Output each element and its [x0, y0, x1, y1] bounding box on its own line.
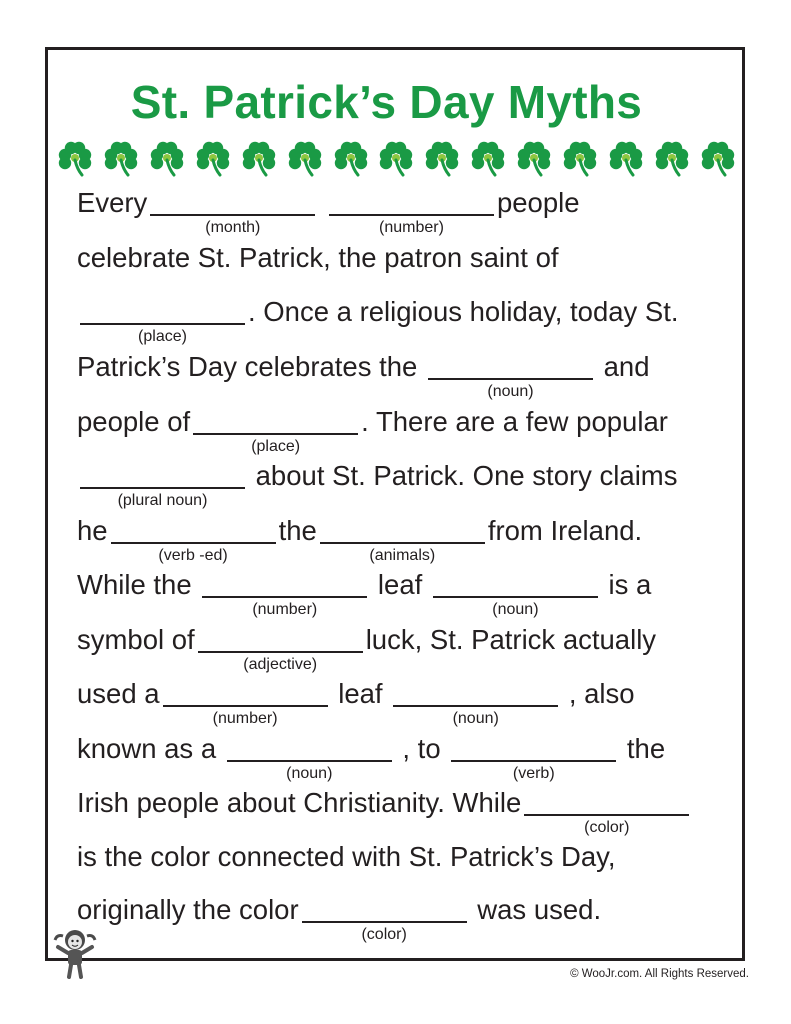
story-line	[77, 568, 651, 623]
blank-hint-label: (color)	[584, 819, 630, 836]
blank-hint-label: (animals)	[369, 547, 436, 564]
shamrock-icon	[239, 138, 279, 178]
shamrock-icon	[376, 138, 416, 178]
fill-in-blank[interactable]	[302, 893, 467, 943]
blank-hint-label: (number)	[378, 219, 444, 236]
story-text-segment: Every	[77, 187, 148, 218]
story-text-segment: luck, St. Patrick actually	[365, 624, 657, 655]
fill-in-blank[interactable]	[163, 677, 328, 727]
story-line	[77, 623, 656, 678]
fill-in-blank[interactable]	[202, 568, 367, 618]
kid-mascot-icon	[49, 926, 101, 980]
story-text-segment: about St. Patrick. One story claims	[248, 460, 678, 491]
story-line	[77, 786, 692, 841]
shamrock-icon	[147, 138, 187, 178]
shamrock-icon	[193, 138, 233, 178]
story-text-segment: While the	[77, 569, 200, 600]
story-line	[77, 514, 642, 569]
story-line	[77, 295, 679, 350]
story-text-segment: is the color connected with St. Patrick’s Day,	[77, 841, 616, 872]
shamrock-border	[55, 136, 738, 180]
blank-hint-label: (noun)	[487, 383, 534, 400]
blank-hint-label: (verb)	[512, 765, 555, 782]
fill-in-blank[interactable]	[150, 186, 315, 236]
story-text-segment: used a	[77, 678, 160, 709]
story-text-segment: . There are a few popular	[361, 406, 668, 437]
blank-hint-label: (month)	[205, 219, 261, 236]
story-text-segment: . Once a religious holiday, today St.	[248, 296, 679, 327]
blank-hint-label: (plural noun)	[117, 492, 208, 509]
fill-in-blank[interactable]	[198, 623, 363, 673]
fill-in-blank[interactable]	[451, 732, 616, 782]
shamrock-icon	[652, 138, 692, 178]
story-text-segment: and	[595, 351, 650, 382]
story-text-segment: known as a	[77, 733, 224, 764]
fill-in-blank[interactable]	[80, 459, 245, 509]
story-text-segment: symbol of	[77, 624, 195, 655]
blank-hint-label: (verb -ed)	[158, 547, 228, 564]
story-text-segment: Irish people about Christianity. While	[77, 787, 522, 818]
story-text-segment: celebrate St. Patrick, the patron saint of	[77, 242, 559, 273]
story-text-segment: , also	[561, 678, 635, 709]
fill-in-blank[interactable]	[393, 677, 558, 727]
story-text-segment: from Ireland.	[487, 515, 643, 546]
shamrock-icon	[285, 138, 325, 178]
fill-in-blank[interactable]	[433, 568, 598, 618]
fill-in-blank[interactable]	[428, 350, 593, 400]
story-line	[77, 732, 665, 787]
blank-hint-label: (place)	[138, 328, 187, 345]
story-text-segment: Patrick’s Day celebrates the	[77, 351, 425, 382]
blank-hint-label: (noun)	[286, 765, 333, 782]
story-line	[77, 350, 650, 405]
story-text-segment: originally the color	[77, 894, 299, 925]
blank-hint-label: (noun)	[492, 601, 539, 618]
blank-hint-label: (place)	[251, 438, 301, 455]
story-text-segment: , to	[394, 733, 449, 764]
shamrock-icon	[606, 138, 646, 178]
story-text-segment: people	[496, 187, 580, 218]
story-line	[77, 840, 616, 895]
story-line	[77, 405, 668, 460]
fill-in-blank[interactable]	[227, 732, 392, 782]
story-line	[77, 677, 635, 732]
shamrock-icon	[698, 138, 738, 178]
copyright-footer: © WooJr.com. All Rights Reserved.	[570, 968, 749, 980]
blank-hint-label: (noun)	[452, 710, 499, 727]
story-text-segment: people of	[77, 406, 191, 437]
shamrock-icon	[468, 138, 508, 178]
shamrock-icon	[422, 138, 462, 178]
story-text-segment: leaf	[330, 678, 391, 709]
story-line	[77, 459, 677, 514]
fill-in-blank[interactable]	[111, 514, 276, 564]
shamrock-icon	[55, 138, 95, 178]
fill-in-blank[interactable]	[80, 295, 245, 345]
story-text-segment: the	[619, 733, 666, 764]
fill-in-blank[interactable]	[524, 786, 689, 836]
story-text-segment: the	[278, 515, 317, 546]
story-text-segment: was used.	[469, 894, 602, 925]
blank-hint-label: (adjective)	[243, 656, 318, 673]
story-text-segment	[318, 187, 326, 218]
shamrock-icon	[101, 138, 141, 178]
story-text-segment: he	[77, 515, 108, 546]
blank-hint-label: (number)	[212, 710, 278, 727]
story-line	[77, 186, 580, 241]
shamrock-icon	[331, 138, 371, 178]
fill-in-blank[interactable]	[329, 186, 494, 236]
fill-in-blank[interactable]	[320, 514, 485, 564]
shamrock-icon	[514, 138, 554, 178]
story-text-segment: leaf	[370, 569, 430, 600]
page-title: St. Patrick’s Day Myths	[130, 76, 643, 128]
fill-in-blank[interactable]	[193, 405, 358, 455]
blank-hint-label: (number)	[252, 601, 318, 618]
story-line	[77, 893, 601, 948]
blank-hint-label: (color)	[361, 926, 407, 943]
shamrock-icon	[560, 138, 600, 178]
story-line	[77, 241, 559, 296]
story-text-segment: is a	[600, 569, 652, 600]
